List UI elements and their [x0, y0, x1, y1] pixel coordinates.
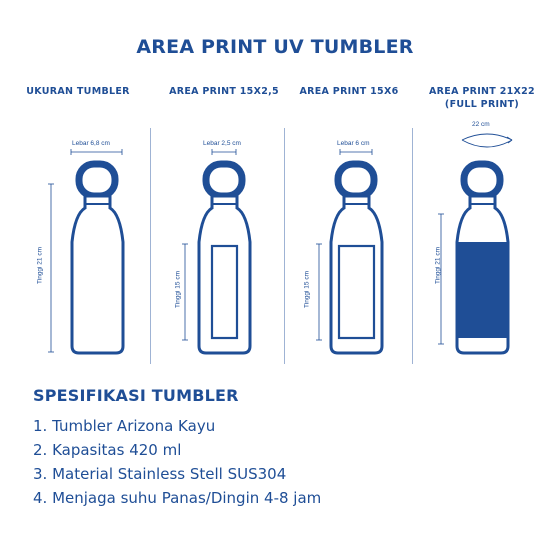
- column-heading-print-wide: AREA PRINT 15X6: [299, 86, 399, 97]
- bottle-body: [199, 196, 250, 353]
- tumbler-print-narrow-diagram: [172, 146, 272, 361]
- circumference-arrow: [462, 134, 512, 140]
- page-title: AREA PRINT UV TUMBLER: [136, 36, 414, 58]
- width-label-wide: Lebar 6 cm: [337, 140, 370, 147]
- tumbler-print-wide-diagram: [302, 146, 402, 361]
- height-label-size: Tinggi 21 cm: [36, 247, 44, 284]
- spec-item: 2. Kapasitas 420 ml: [33, 441, 182, 459]
- spec-item: 4. Menjaga suhu Panas/Dingin 4-8 jam: [33, 489, 322, 507]
- spec-item: 3. Material Stainless Stell SUS304: [33, 465, 287, 483]
- column-heading-size: UKURAN TUMBLER: [26, 86, 130, 97]
- spec-item: 1. Tumbler Arizona Kayu: [33, 417, 216, 435]
- column-divider: [412, 128, 413, 364]
- column-heading-print-narrow: AREA PRINT 15X2,5: [169, 86, 279, 97]
- tumbler-size-diagram: [40, 146, 140, 361]
- column-subheading-full-print: (FULL PRINT): [444, 99, 520, 110]
- circumference-label-full: 22 cm: [472, 121, 490, 128]
- spec-title: SPESIFIKASI TUMBLER: [33, 386, 239, 405]
- height-label-full: Tinggi 21 cm: [434, 247, 442, 284]
- column-heading-print-full: AREA PRINT 21X22: [429, 86, 535, 97]
- tumbler-print-full-diagram: [432, 118, 532, 363]
- print-area: [457, 242, 508, 338]
- bottle-handle: [464, 164, 500, 196]
- spec-list: [33, 414, 321, 510]
- column-divider: [284, 128, 285, 364]
- height-label-narrow: Tinggi 15 cm: [174, 271, 182, 308]
- column-divider: [150, 128, 151, 364]
- bottle-body: [72, 196, 123, 353]
- width-label-size: Lebar 6,8 cm: [72, 140, 110, 147]
- bottle-handle: [206, 164, 242, 196]
- height-label-wide: Tinggi 15 cm: [303, 271, 311, 308]
- bottle-handle: [338, 164, 374, 196]
- width-label-narrow: Lebar 2,5 cm: [203, 140, 241, 147]
- bottle-handle: [79, 164, 115, 196]
- circumference-arrow: [462, 140, 512, 147]
